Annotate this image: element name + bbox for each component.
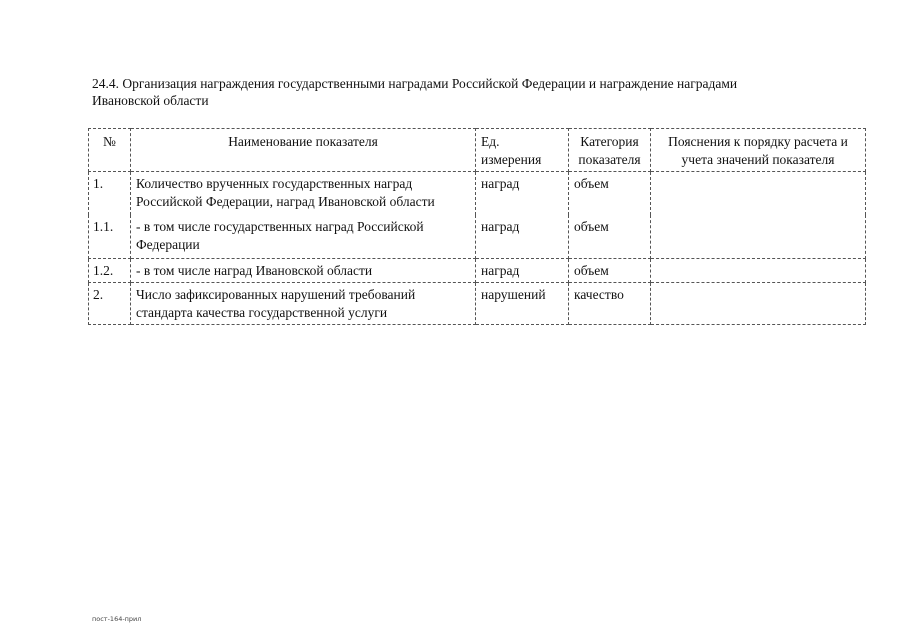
row-unit: наград bbox=[476, 172, 569, 216]
row-indicator-name: - в том числе наград Ивановской области bbox=[131, 259, 476, 283]
table-row bbox=[89, 215, 866, 259]
section-heading-line-2: Ивановской области bbox=[92, 93, 209, 108]
table-header-row bbox=[89, 129, 866, 172]
row-number: 1.2. bbox=[89, 259, 131, 283]
row-number: 2. bbox=[89, 283, 131, 325]
row-notes bbox=[651, 259, 866, 283]
header-category: Категория показателя bbox=[569, 129, 651, 172]
table-row bbox=[89, 259, 866, 283]
header-indicator-name: Наименование показателя bbox=[131, 129, 476, 172]
header-unit: Ед. измерения bbox=[476, 129, 569, 172]
document-footer-code: пост-164-прил bbox=[92, 615, 142, 623]
row-notes bbox=[651, 283, 866, 325]
row-indicator-name: - в том числе государственных наград Российской Федерации bbox=[131, 215, 476, 259]
section-heading bbox=[92, 75, 862, 109]
row-number: 1.1. bbox=[89, 215, 131, 259]
row-unit: наград bbox=[476, 215, 569, 259]
header-notes: Пояснения к порядку расчета и учета значений показателя bbox=[651, 129, 866, 172]
row-category: объем bbox=[569, 215, 651, 259]
table-row bbox=[89, 283, 866, 325]
section-heading-line-1: 24.4. Организация награждения государственными наградами Российской Федерации и награждение наградами bbox=[92, 76, 738, 91]
row-unit: наград bbox=[476, 259, 569, 283]
row-unit: нарушений bbox=[476, 283, 569, 325]
row-category: качество bbox=[569, 283, 651, 325]
row-notes bbox=[651, 215, 866, 259]
row-category: объем bbox=[569, 172, 651, 216]
row-category: объем bbox=[569, 259, 651, 283]
indicators-table bbox=[88, 128, 866, 325]
row-notes bbox=[651, 172, 866, 216]
indicators-table-container bbox=[88, 128, 866, 325]
row-number: 1. bbox=[89, 172, 131, 216]
row-indicator-name: Количество врученных государственных наград Российской Федерации, наград Ивановской области bbox=[131, 172, 476, 216]
row-indicator-name: Число зафиксированных нарушений требований стандарта качества государственной услуги bbox=[131, 283, 476, 325]
header-number: № bbox=[89, 129, 131, 172]
table-row bbox=[89, 172, 866, 216]
